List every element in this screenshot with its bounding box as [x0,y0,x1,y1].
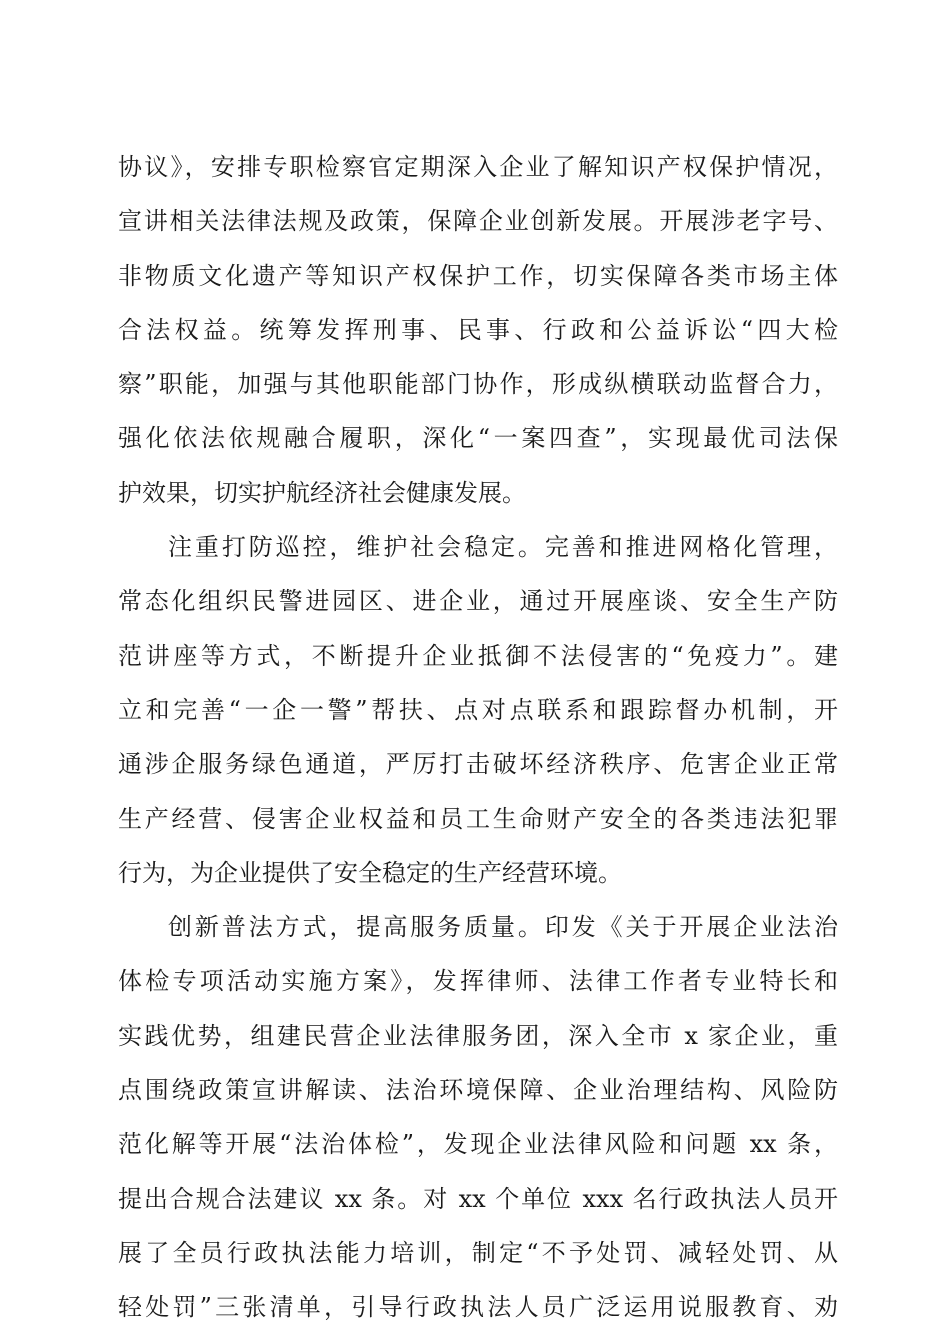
text-line: 生产经营、侵害企业权益和员工生命财产安全的各类违法犯罪 [118,804,838,833]
text-line: 范化解等开展“法治体检”，发现企业法律风险和问题 xx 条， [118,1130,838,1159]
text-line: 范讲座等方式，不断提升企业抵御不法侵害的“免疫力”。建 [118,641,838,670]
text-line: 行为，为企业提供了安全稳定的生产经营环境。 [118,858,622,887]
text-line: 实践优势，组建民营企业法律服务团，深入全市 x 家企业，重 [118,1021,838,1050]
text-line: 点围绕政策宣讲解读、法治环境保障、企业治理结构、风险防 [118,1076,838,1105]
text-line: 合法权益。统筹发挥刑事、民事、行政和公益诉讼“四大检 [118,315,838,344]
paragraph-ip-protection [118,140,838,520]
paragraph-social-stability [118,520,838,900]
text-line: 协议》，安排专职检察官定期深入企业了解知识产权保护情况， [118,153,838,181]
text-line: 注重打防巡控，维护社会稳定。完善和推进网格化管理， [168,533,838,562]
document-body [118,140,838,1335]
text-line: 轻处罚”三张清单，引导行政执法人员广泛运用说服教育、劝 [118,1293,838,1322]
text-line: 立和完善“一企一警”帮扶、点对点联系和跟踪督办机制，开 [118,695,838,724]
text-line: 提出合规合法建议 xx 条。对 xx 个单位 xxx 名行政执法人员开 [118,1184,838,1213]
text-line: 常态化组织民警进园区、进企业，通过开展座谈、安全生产防 [118,587,838,616]
text-line: 强化依法依规融合履职，深化“一案四查”，实现最优司法保 [118,424,838,453]
text-line: 护效果，切实护航经济社会健康发展。 [118,478,526,507]
text-line: 创新普法方式，提高服务质量。印发《关于开展企业法治 [168,913,838,942]
text-line: 非物质文化遗产等知识产权保护工作，切实保障各类市场主体 [118,261,838,290]
paragraph-legal-education [118,900,838,1334]
text-line: 展了全员行政执法能力培训，制定“不予处罚、减轻处罚、从 [118,1238,838,1267]
text-line: 体检专项活动实施方案》，发挥律师、法律工作者专业特长和 [118,967,838,996]
text-line: 宣讲相关法律法规及政策，保障企业创新发展。开展涉老字号、 [118,207,838,236]
text-line: 通涉企服务绿色通道，严厉打击破坏经济秩序、危害企业正常 [118,750,838,779]
text-line: 察”职能，加强与其他职能部门协作，形成纵横联动监督合力， [118,370,838,399]
